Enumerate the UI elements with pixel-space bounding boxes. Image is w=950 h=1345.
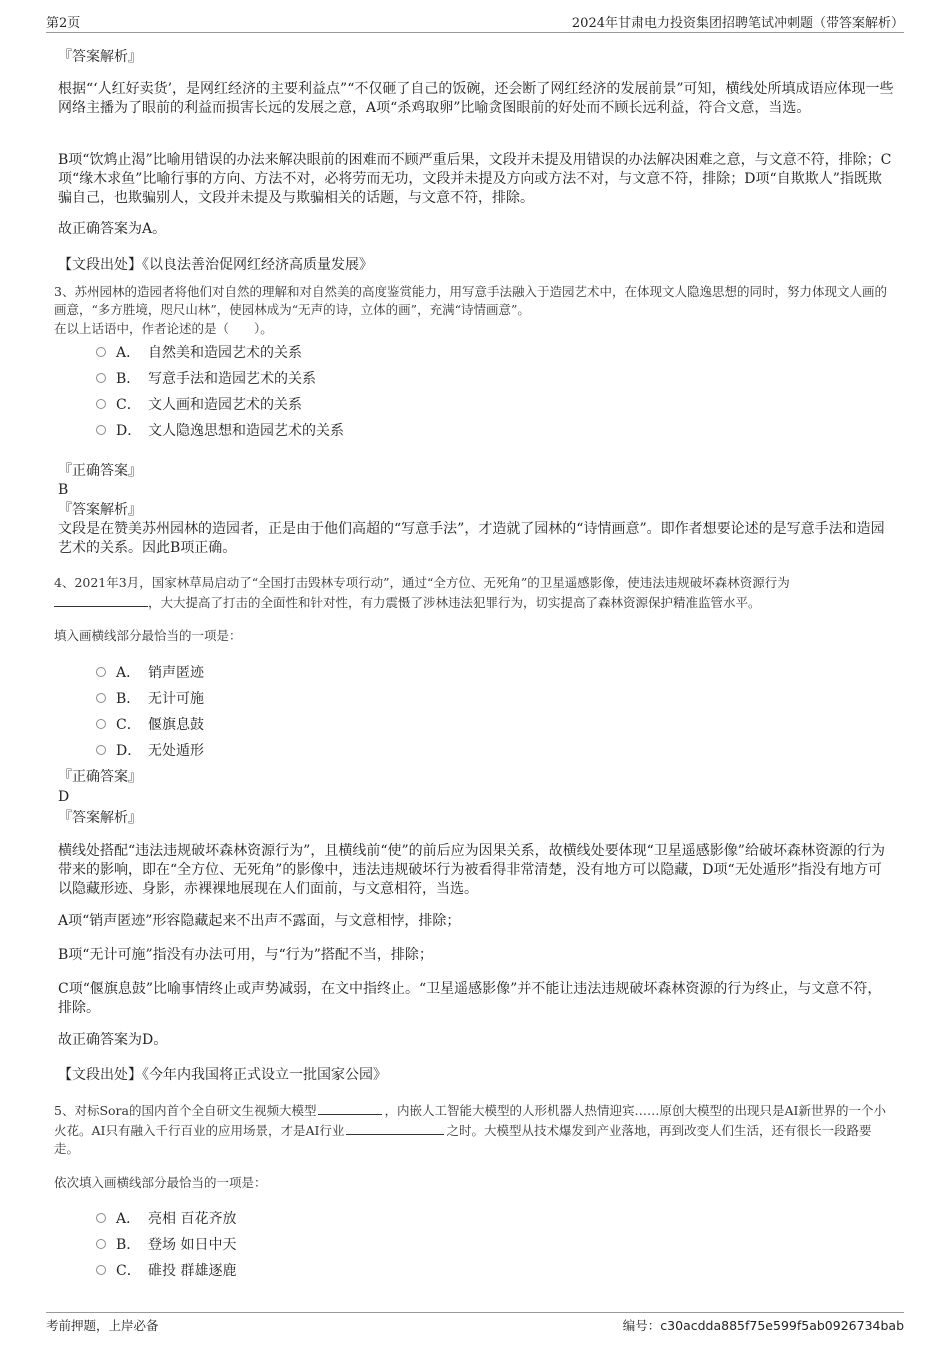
conclusion: 故正确答案为D。 — [58, 1032, 168, 1048]
radio-icon[interactable] — [96, 425, 106, 435]
document-code: 编号：c30acdda885f75e599f5ab0926734bab — [622, 1318, 904, 1333]
analysis-paragraph: B项“无计可施”指没有办法可用，与“行为”搭配不当，排除； — [58, 947, 433, 963]
analysis-paragraph: 文段是在赞美苏州园林的造园者，正是由于他们高超的“写意手法”，才造就了园林的“诗情画意”。即作者想要论述的是写意手法和造园艺术的关系。因此B项正确。 — [58, 521, 885, 556]
option-a[interactable]: A． 自然美和造园艺术的关系 — [96, 343, 302, 363]
analysis-paragraph: C项“偃旗息鼓”比喻事情终止或声势减弱，在文中指终止。“卫星遥感影像”并不能让违法违规破坏森林资源的行为终止，与文意不符，排除。 — [58, 981, 882, 1016]
page-footer — [46, 1312, 904, 1335]
page-number: 第2页 — [46, 16, 81, 31]
fill-blank — [318, 1100, 382, 1115]
question-prompt: 依次填入画横线部分最恰当的一项是： — [54, 1175, 267, 1190]
radio-icon[interactable] — [96, 399, 106, 409]
correct-answer: B — [58, 482, 69, 498]
option-a[interactable]: A． 销声匿迹 — [96, 663, 204, 683]
radio-icon[interactable] — [96, 1239, 106, 1249]
option-a[interactable]: A． 亮相 百花齐放 — [96, 1209, 236, 1229]
source-note: 【文段出处】《以良法善治促网红经济高质量发展》 — [58, 257, 373, 273]
analysis-label: 『答案解析』 — [58, 49, 142, 65]
analysis-label: 『答案解析』 — [58, 810, 142, 826]
fill-blank — [54, 592, 148, 607]
option-d[interactable]: D． 无处遁形 — [96, 741, 204, 761]
radio-icon[interactable] — [96, 1265, 106, 1275]
analysis-paragraph: 横线处搭配“违法违规破坏森林资源行为”，且横线前“使”的前后应为因果关系，故横线处要体现“卫星遥感影像”给破坏森林资源的行为带来的影响，即在“全方位、无死角”的影像中，违法违规破坏行为被看得非常清楚，没有地方可以隐藏，D项“无处遁形”指没有地方可以隐藏形迹、身影，赤裸裸地展现在人们面前，与文意相符，当选。 — [58, 843, 885, 897]
radio-icon[interactable] — [96, 745, 106, 755]
page-header — [46, 12, 904, 33]
question-stem: 4、2021年3月，国家林草局启动了“全国打击毁林专项行动”，通过“全方位、无死角”的卫星遥感影像，使违法违规破坏森林资源行为 ，大大提高了打击的全面性和针对性，有力震慑了涉林违法犯罪行为，切实提高了森林资源保护精准监管水平。 — [54, 575, 790, 610]
option-b[interactable]: B． 写意手法和造园艺术的关系 — [96, 369, 316, 389]
radio-icon[interactable] — [96, 693, 106, 703]
radio-icon[interactable] — [96, 373, 106, 383]
option-c[interactable]: C． 文人画和造园艺术的关系 — [96, 395, 302, 415]
option-c[interactable]: C． 偃旗息鼓 — [96, 715, 204, 735]
analysis-paragraph: B项“饮鸩止渴”比喻用错误的办法来解决眼前的困难而不顾严重后果，文段并未提及用错误的办法解决困难之意，与文意不符，排除；C项“缘木求鱼”比喻行事的方向、方法不对，必将劳而无功，文段并未提及方向或方法不对，与文意不符，排除；D项“自欺欺人”指既欺骗自己，也欺骗别人，文段并未提及与欺骗相关的话题，与文意不符，排除。 — [58, 152, 892, 206]
radio-icon[interactable] — [96, 667, 106, 677]
question-stem: 3、苏州园林的造园者将他们对自然的理解和对自然美的高度鉴赏能力，用写意手法融入于造园艺术中，在体现文人隐逸思想的同时，努力体现文人画的画意，“多方胜境，咫尺山林”，使园林成为“无声的诗，立体的画”，充满“诗情画意”。 — [54, 284, 887, 317]
analysis-label: 『答案解析』 — [58, 502, 142, 518]
option-b[interactable]: B． 无计可施 — [96, 689, 204, 709]
answer-label: 『正确答案』 — [58, 769, 142, 785]
analysis-paragraph: A项“销声匿迹”形容隐藏起来不出声不露面，与文意相悖，排除； — [58, 913, 461, 929]
radio-icon[interactable] — [96, 719, 106, 729]
question-stem: 5、对标Sora的国内首个全自研文生视频大模型 ，内嵌人工智能大模型的人形机器人热情迎宾……原创大模型的出现只是AI新世界的一个小火花。AI只有融入千行百业的应用场景，才是AI行业 之时。大模型从技术爆发到产业落地，再到改变人们生活，还有很长一段路要走。 — [54, 1100, 896, 1158]
option-c[interactable]: C． 碓投 群雄逐鹿 — [96, 1261, 236, 1281]
question-prompt: 在以上话语中，作者论述的是（ ）。 — [54, 321, 273, 336]
fill-blank — [346, 1120, 444, 1135]
radio-icon[interactable] — [96, 347, 106, 357]
footer-slogan: 考前押题，上岸必备 — [46, 1318, 159, 1333]
question-prompt: 填入画横线部分最恰当的一项是： — [54, 628, 242, 643]
option-b[interactable]: B． 登场 如日中天 — [96, 1235, 236, 1255]
correct-answer: D — [58, 789, 70, 805]
answer-label: 『正确答案』 — [58, 463, 142, 479]
radio-icon[interactable] — [96, 1213, 106, 1223]
conclusion: 故正确答案为A。 — [58, 221, 167, 237]
option-d[interactable]: D． 文人隐逸思想和造园艺术的关系 — [96, 421, 344, 441]
analysis-paragraph: 根据“‘人红好卖货’，是网红经济的主要利益点”“不仅砸了自己的饭碗，还会断了网红经济的发展前景”可知，横线处所填成语应体现一些网络主播为了眼前的利益而损害长远的发展之意，A项“杀鸡取卵”比喻贪图眼前的好处而不顾长远利益，符合文意，当选。 — [58, 81, 894, 116]
document-title: 2024年甘肃电力投资集团招聘笔试冲刺题（带答案解析） — [571, 16, 904, 31]
source-note: 【文段出处】《今年内我国将正式设立一批国家公园》 — [58, 1067, 387, 1083]
